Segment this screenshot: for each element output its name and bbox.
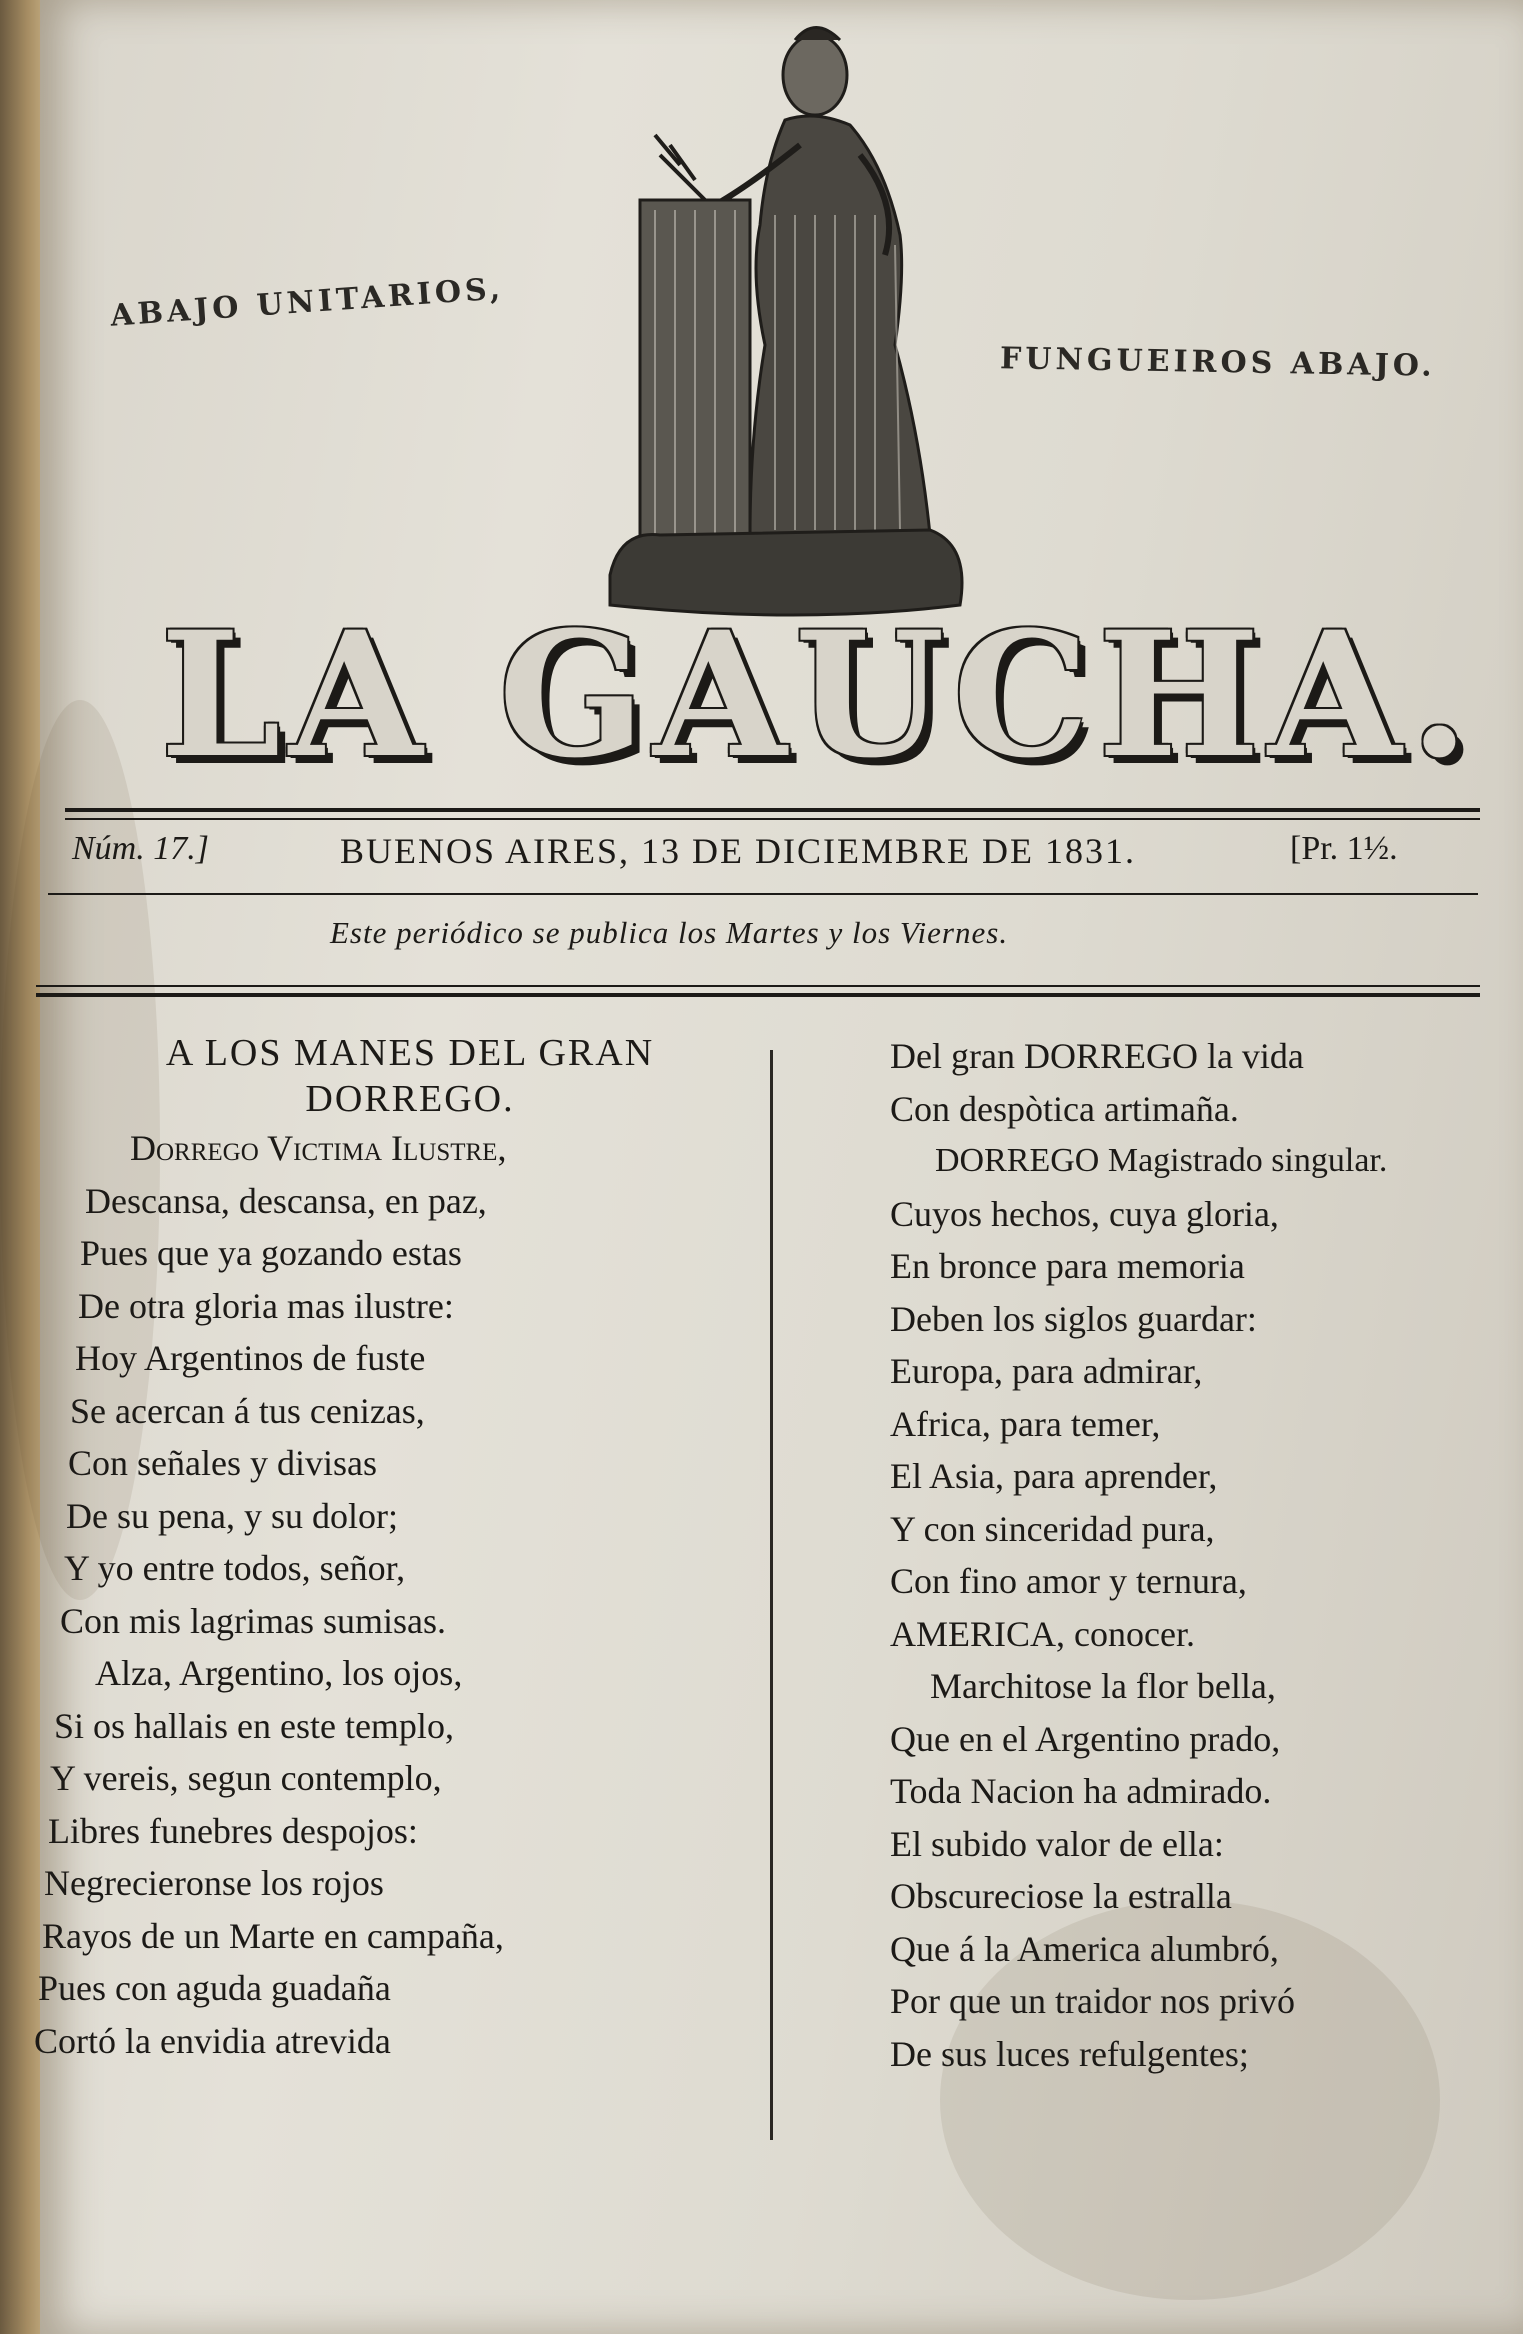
poem-left-column [30, 1030, 750, 2067]
motto-right: FUNGUEIROS ABAJO. [999, 341, 1436, 384]
divider-rule [36, 993, 1480, 997]
poem-line: Por que un traidor nos privó [890, 1981, 1295, 2021]
poem-line: Pues que ya gozando estas [80, 1233, 462, 1273]
poem-line: Obscureciose la estralla [890, 1876, 1232, 1916]
poem-line: Pues con aguda guadaña [38, 1968, 391, 2008]
poem-line: Descansa, descansa, en paz, [85, 1180, 487, 1221]
place-date: BUENOS AIRES, 13 DE DICIEMBRE DE 1831. [340, 831, 1137, 871]
issue-number: Núm. 17.] [72, 830, 209, 867]
poem-line: AMERICA, conocer. [890, 1613, 1195, 1654]
standing-woman-engraving-icon [600, 15, 980, 625]
poem-line: Dorrego Victima Ilustre, [130, 1128, 507, 1168]
poem-line: En bronce para memoria [890, 1246, 1245, 1286]
poem-line: De otra gloria mas ilustre: [78, 1285, 454, 1326]
poem-title-line1: A LOS MANES DEL GRAN [165, 1032, 655, 1074]
poem-line: Africa, para temer, [890, 1403, 1161, 1444]
poem-line: Y vereis, segun contemplo, [50, 1758, 442, 1798]
poem-line: Libres funebres despojos: [48, 1810, 418, 1851]
poem-line: Rayos de un Marte en campaña, [42, 1915, 504, 1956]
poem-line: Que en el Argentino prado, [890, 1718, 1281, 1759]
poem-line: Negrecieronse los rojos [44, 1863, 384, 1903]
poem-line: Con señales y divisas [68, 1443, 377, 1483]
column-divider [770, 1050, 773, 2140]
poem-line: Que á la America alumbró, [890, 1928, 1279, 1969]
poem-line: Se acercan á tus cenizas, [70, 1390, 425, 1431]
poem-line: Y con sinceridad pura, [890, 1508, 1215, 1549]
poem-line: Del gran DORREGO la vida [890, 1036, 1304, 1076]
poem-line: Marchitose la flor bella, [930, 1666, 1276, 1706]
poem-title-line2: DORREGO. [305, 1078, 515, 1120]
poem-line: Si os hallais en este templo, [54, 1705, 454, 1746]
poem-line: Y yo entre todos, señor, [64, 1548, 406, 1588]
poem-line: Alza, Argentino, los ojos, [95, 1653, 463, 1693]
poem-line: Con despòtica artimaña. [890, 1088, 1239, 1129]
poem-line: Deben los siglos guardar: [890, 1298, 1257, 1339]
motto-left: ABAJO UNITARIOS, [109, 271, 506, 334]
poem-line: Con mis lagrimas sumisas. [60, 1600, 446, 1641]
poem-line: El Asia, para aprender, [890, 1456, 1218, 1496]
divider-rule [65, 808, 1480, 812]
divider-rule [65, 818, 1480, 820]
publication-notice: Este periódico se publica los Martes y los Viernes. [330, 915, 1009, 950]
poem-line: Cuyos hechos, cuya gloria, [890, 1193, 1279, 1234]
poem-line: De su pena, y su dolor; [66, 1495, 398, 1536]
newspaper-title: LA GAUCHA. [160, 593, 1478, 796]
poem-line: Hoy Argentinos de fuste [75, 1338, 426, 1378]
poem-line: Con fino amor y ternura, [890, 1561, 1247, 1601]
price: [Pr. 1½. [1290, 830, 1398, 867]
poem-line: DORREGO Magistrado singular. [935, 1142, 1388, 1179]
divider-rule [36, 985, 1480, 987]
poem-line: Europa, para admirar, [890, 1351, 1203, 1391]
poem-right-column [890, 1030, 1523, 2080]
poem-line: Cortó la envidia atrevida [34, 2020, 391, 2061]
poem-line: El subido valor de ella: [890, 1823, 1224, 1864]
divider-rule [48, 893, 1478, 895]
poem-line: Toda Nacion ha admirado. [890, 1771, 1272, 1811]
poem-line: De sus luces refulgentes; [890, 2033, 1249, 2074]
